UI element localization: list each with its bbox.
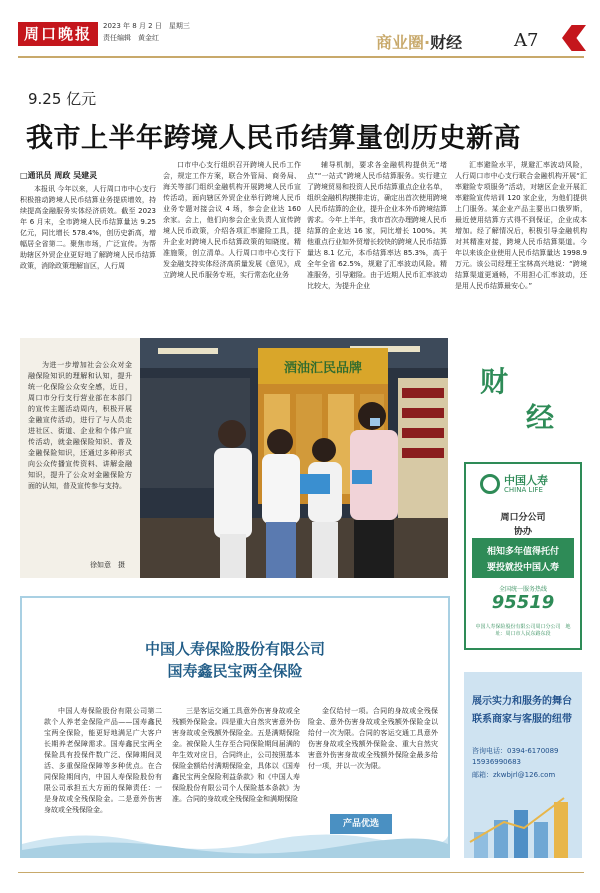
chevron-left-icon bbox=[562, 25, 586, 51]
article-column-4 bbox=[455, 160, 587, 324]
section-badge-cai: 财 bbox=[480, 365, 509, 398]
promo-mobile: 15936990683 bbox=[472, 758, 521, 766]
footer-rule bbox=[18, 872, 584, 873]
ad-wave-decoration bbox=[22, 824, 448, 858]
article-column-1 bbox=[20, 184, 156, 324]
photo-caption-panel bbox=[20, 338, 140, 578]
china-life-ad bbox=[464, 462, 582, 650]
ad-column-3 bbox=[308, 706, 438, 772]
ad-column-1 bbox=[44, 706, 162, 816]
section-title bbox=[376, 30, 462, 53]
issue-date: 2023 年 8 月 2 日 星期三 bbox=[103, 22, 190, 30]
slogan-line-1: 相知多年值得托付 bbox=[486, 547, 559, 557]
article-text: 口市中心支行组织召开跨境人民币工作会，规定工作方案，联合外管局、商务局、海关等部门组织金融机构开展跨境人民币宣传活动，面向辖区外贸企业举行跨境人民币业务专题对接会议 4 场，参会企业达 160 余家。会上，他们向参会企业负责人宣传跨境人民币政策，介绍各项汇率避险工具，提升企业对跨境人民币结算政策的知晓度。精准施策，创立清单。人行周口市中心支行下发金融支持实体经济高质量发展《意见》，成立跨境人民币服务专班，实行常态化业务 bbox=[163, 161, 301, 279]
promo-bars-decoration bbox=[464, 792, 582, 858]
masthead bbox=[0, 0, 600, 52]
editors: 责任编辑 黄金红 bbox=[103, 34, 159, 42]
article-kicker: 9.25 亿元 bbox=[28, 90, 97, 108]
ad-subtitle: 国寿鑫民宝两全保险 bbox=[167, 662, 303, 680]
china-life-slogan-banner bbox=[472, 538, 574, 578]
ad-text: 三是客运交通工具意外伤害身故或全残额外保险金。四是重大自然灾害意外伤害身故或全残额外保险金。五是满期保险金。被保险人生存至合同保险期间届满的年生效对应日，合同终止，公司按照基本保险金额给付满期保险金，具体以《国寿鑫民宝两全保险利益条款》和《中国人寿保险股份有限公司个人保险基本条款》为准。合同的身故或全残保险金和满期保险 bbox=[172, 707, 300, 803]
news-photo bbox=[20, 338, 448, 578]
section-dot: · bbox=[424, 33, 431, 52]
hotline-number: 95519 bbox=[491, 592, 555, 613]
china-life-name: 中国人寿 bbox=[504, 474, 548, 487]
newspaper-logo: 周口晚报 bbox=[18, 22, 98, 46]
photo-scene bbox=[140, 338, 448, 578]
promo-phone: 咨询电话：0394-6170089 bbox=[472, 747, 559, 755]
china-life-coop: 协办 bbox=[513, 527, 532, 537]
header-rule bbox=[18, 56, 584, 58]
ad-column-2 bbox=[172, 706, 300, 805]
photo-credit: 徐如意 摄 bbox=[90, 561, 125, 569]
section-sub: 财经 bbox=[430, 33, 463, 52]
photo-caption: 为进一步增加社会公众对金融保险知识的理解和认知，提升统一化保险公众安全感，近日，周口市分行支行营业部在本部门的宣传主题活动周内，积极开展金融宣传活动，进行了与人员走进社区、街道、企业和个体户宣传活动，就金融保险知识、普及金融保险知识，还通过多种形式向公众传播宣传资料、讲解金融知识，提升了公众对金融保险方面的认知，普及宣传参与支持。 bbox=[28, 361, 132, 490]
ad-text: 金仅给付一项。合同的身故或全残保险金、意外伤害身故或全残额外保险金以给付一次为限。合同的客运交通工具意外伤害身故或全残额外保险金、重大自然灾害意外伤害身故或全残额外保险金最多给付一项，并以一次为限。 bbox=[308, 707, 438, 770]
china-life-name-en: CHINA LIFE bbox=[504, 486, 543, 494]
article-text: 汇率避险水平，规避汇率波动风险，人行周口市中心支行联合金融机构开展“汇率避险专项服务”活动，对辖区企业开展汇率避险宣传培训 120 家企业，为他们提供上门服务。某企业产品主要出口俄罗斯，最近使用结算方式得不到保证，企业成本增加。经了解情况后，积极引导金融机构对其精准对接，跨境人民币结算渠道。今年以来该企业使用人民币结算量达 1998.9 万元。该公司经理王宝林高兴地说：“跨境结算渠道更通畅，不用担心汇率波动，还是用人民币结算最安心。” bbox=[455, 161, 587, 290]
advertising-promo bbox=[464, 672, 582, 858]
promo-line-2: 联系商家与客服的纽带 bbox=[472, 714, 572, 725]
hotline-label: 全国统一服务热线 bbox=[498, 586, 547, 593]
ad-text: 中国人寿保险股份有限公司第二款个人养老金保险产品——国寿鑫民宝两全保险，能更好地满足广大客户长期养老保障需求。国寿鑫民宝两全保险具有投保件数广泛、保障期间灵活、多重保险保障等多种优点。在合同保险期间内，中国人寿保险股份有限公司承担五大方面的保障责任：一是身故或全残保险金。二是意外伤害身故或全残保险金。 bbox=[44, 707, 162, 814]
section-badge-jing: 经 bbox=[526, 401, 555, 434]
china-life-branch: 周口分公司 bbox=[500, 513, 546, 523]
product-tag: 产品优选 bbox=[330, 814, 392, 834]
article-byline: □通讯员 周政 吴建灵 bbox=[20, 171, 98, 180]
article-column-3 bbox=[307, 160, 447, 324]
promo-line-1: 展示实力和服务的舞台 bbox=[472, 696, 572, 707]
article-headline: 我市上半年跨境人民币结算量创历史新高 bbox=[26, 123, 521, 154]
article-text: 本报讯 今年以来，人行周口市中心支行积极推动跨境人民币结算业务提质增效，持续提高金融服务实体经济质效。截至 2023 年 6 月末，全市跨境人民币结算量达 9.25 亿元，同比增长 578.4%，创历史新高，增幅居全省第二。聚焦市场，广泛宣传。为帮助辖区外贸企业更好地了解跨境人民币结算政策，消除政策理解盲区，人行周 bbox=[20, 185, 156, 270]
article-column-2 bbox=[163, 160, 301, 324]
article-text: 辅导机制，要求各金融机构提供无“堵点”“一站式”跨境人民币结算服务。实行建立了跨境贸易和投资人民币结算重点企业名单，组织金融机构摸排走访，确定出首次使用跨境人民币结算的企业，提升企业本外币跨境结算需求。今年上半年，我市首次办理跨境人民币结算的企业达 16 家，同比增长 100%。其他重点行业如外贸增长较快的跨境人民币结算量达 8.1 亿元，本币结算率达 85.3%，高于全年全省 62.5%，规避了汇率波动风险。精准服务，引导避险。由于近期人民币汇率波动比较大，为提升企业 bbox=[307, 161, 447, 290]
section-main: 商业圈 bbox=[376, 33, 425, 52]
insurance-ad bbox=[20, 596, 450, 858]
ad-title: 中国人寿保险股份有限公司 bbox=[144, 640, 325, 658]
page-number: A7 bbox=[514, 30, 539, 51]
china-life-fine-print: 中国人寿保险股份有限公司周口分公司 地址：周口市人民东路东段 bbox=[475, 624, 571, 637]
promo-email: 邮箱：zkwbjrl@126.com bbox=[472, 771, 556, 779]
china-life-logo-icon bbox=[480, 474, 500, 494]
shop-sign: 酒油汇民品牌 bbox=[283, 361, 363, 376]
slogan-line-2: 要投就投中国人寿 bbox=[486, 563, 559, 573]
